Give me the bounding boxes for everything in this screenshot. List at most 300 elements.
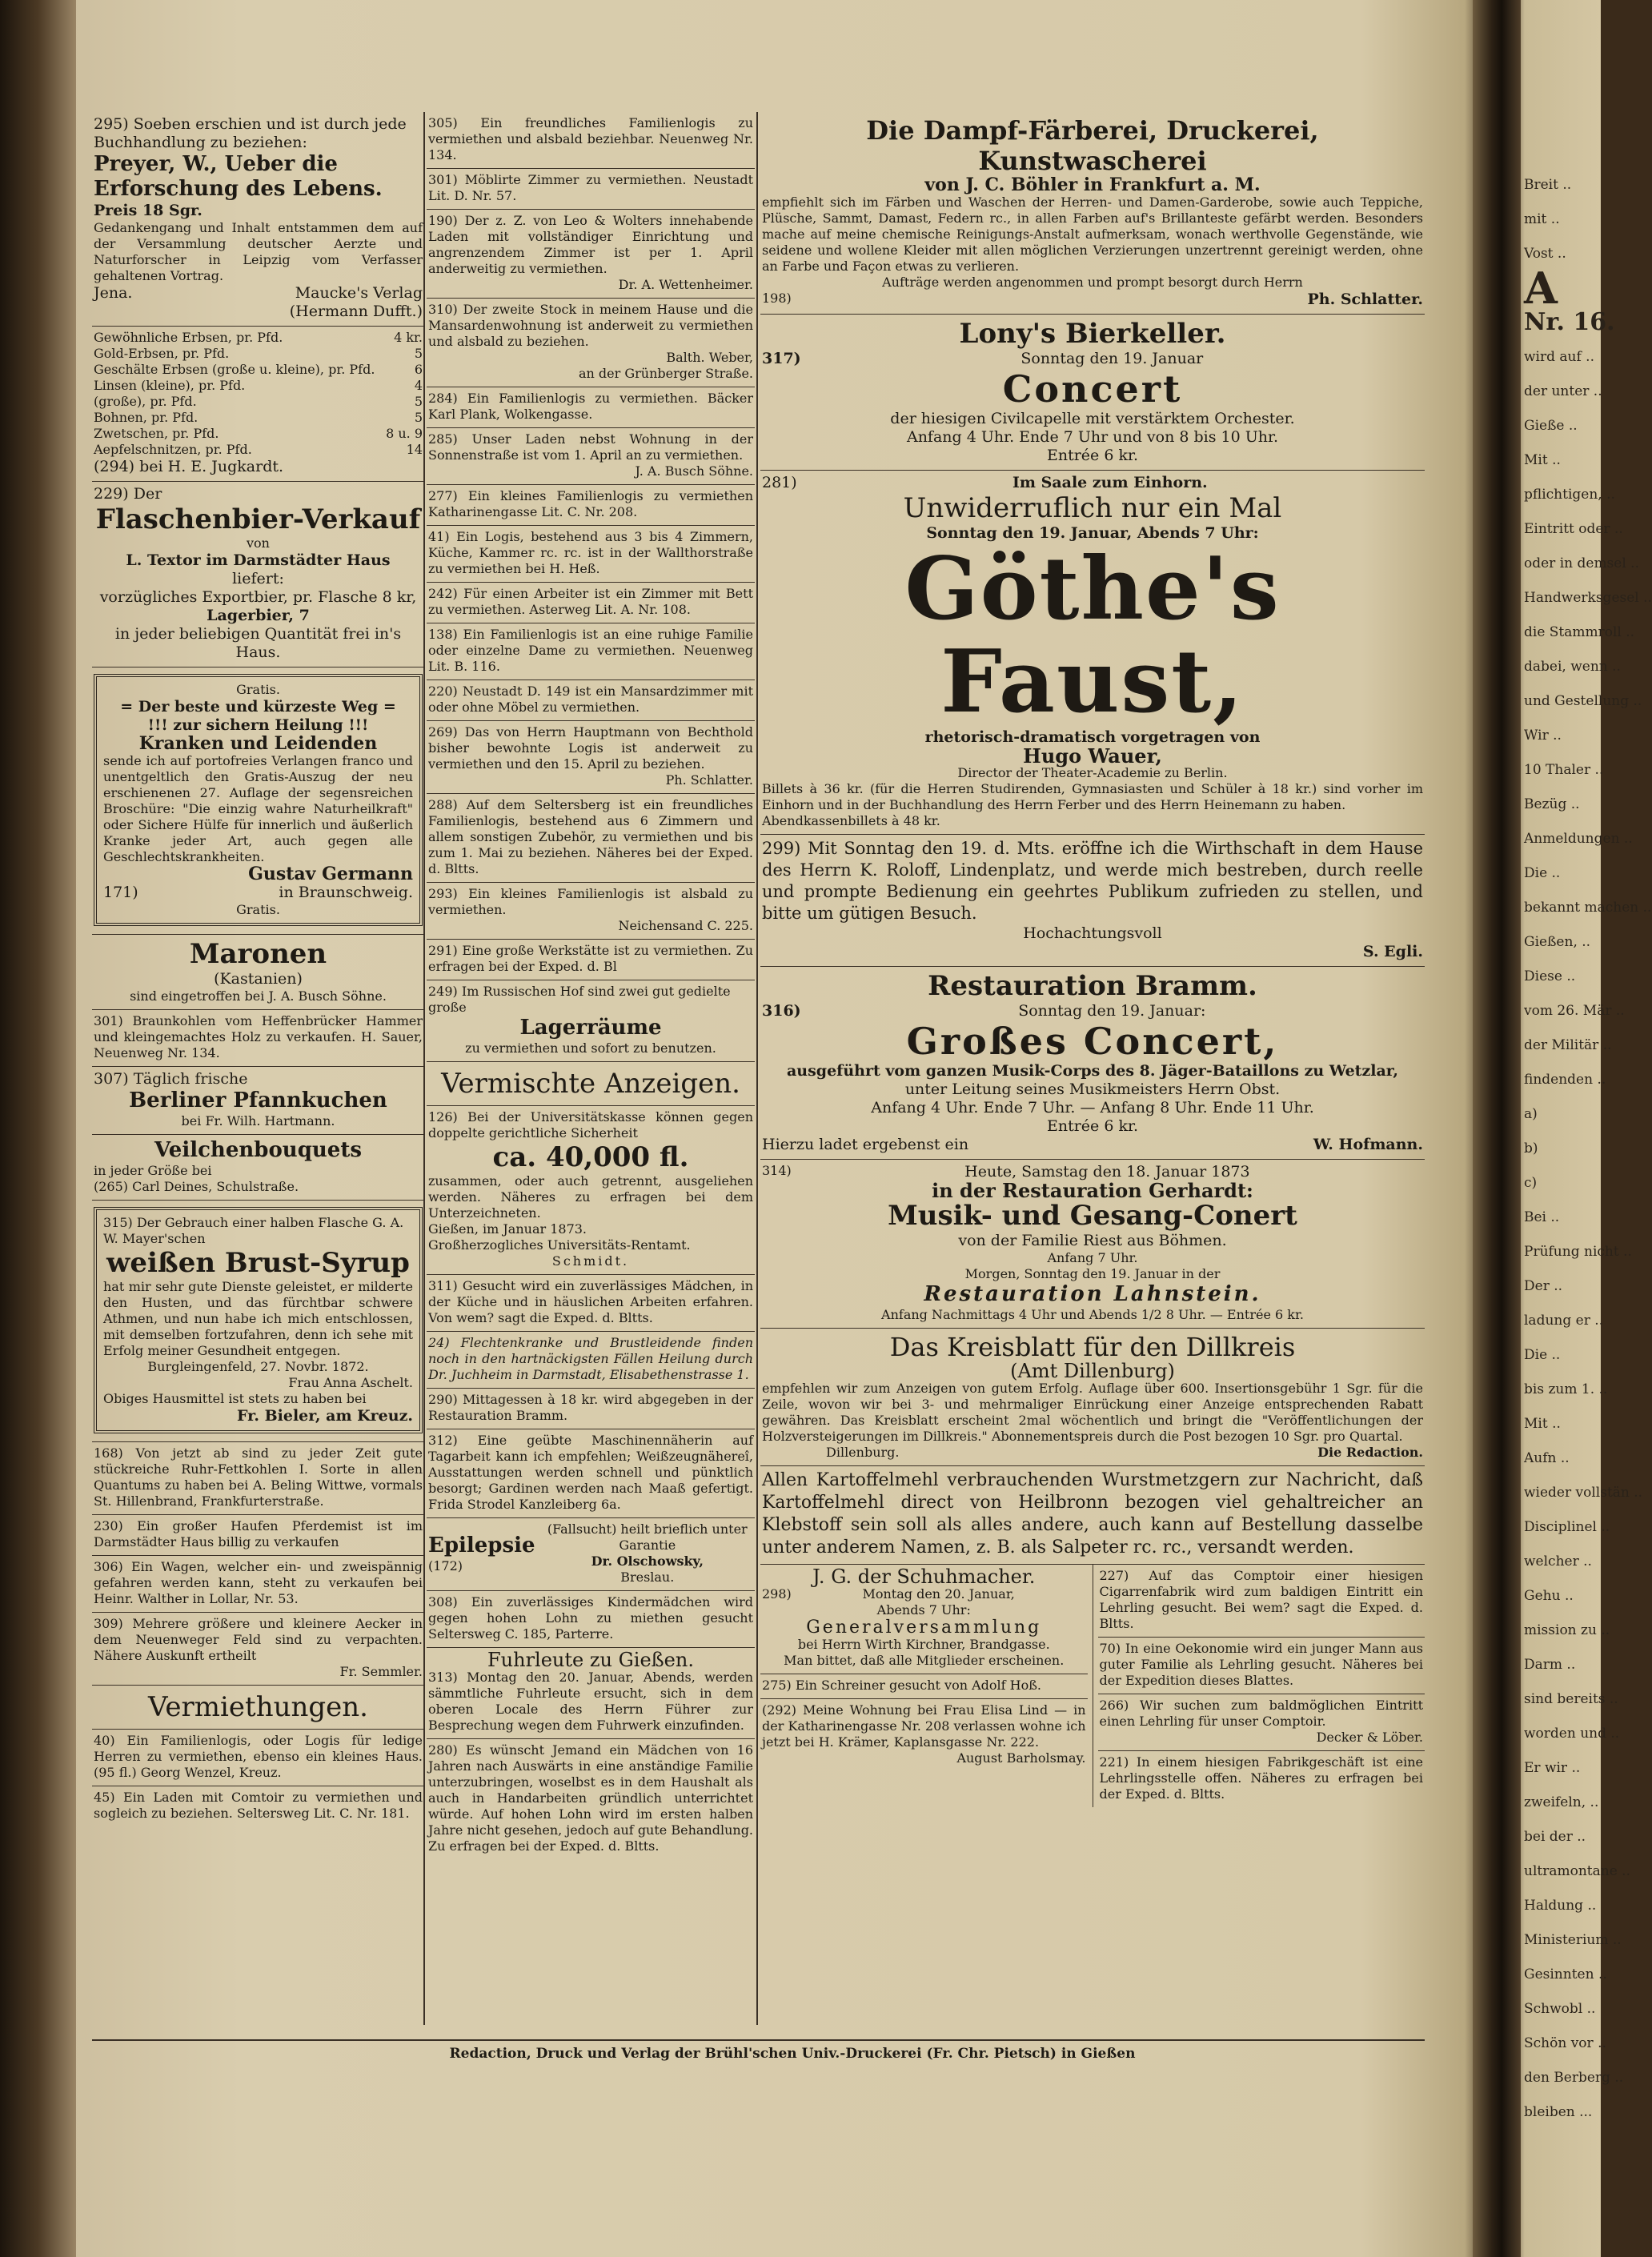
ad-text: 41) Ein Logis, bestehend aus 3 bis 4 Zimmern, Küche, Kammer rc. rc. ist in der Wallthorstraße zu vermiethen bei H. Heß. (428, 529, 753, 576)
price-item: Gewöhnliche Erbsen, pr. Pfd. (94, 330, 283, 345)
price-item: (große), pr. Pfd. (94, 394, 197, 409)
ad-wagen (92, 1556, 424, 1613)
ad-text: Gratis. (236, 682, 280, 697)
ad-text: 70) In eine Oekonomie wird ein junger Mann aus guter Familie als Lehrling gesucht. Näheres bei der Expedition dieses Blattes. (1099, 1641, 1423, 1688)
ad-veilchen (92, 1135, 424, 1201)
ad-text: Anfang 4 Uhr. Ende 7 Uhr. — Anfang 8 Uhr. Ende 11 Uhr. (871, 1099, 1314, 1116)
ad-number: 171) (103, 884, 138, 901)
ad-291 (427, 940, 755, 980)
fragment-line: den Berberg .. (1524, 2070, 1624, 2086)
ad-price: Preis 18 Sgr. (94, 202, 202, 219)
column-3 (760, 112, 1425, 1807)
ad-amount: ca. 40,000 fl. (492, 1141, 689, 1173)
ad-office: Großherzogliches Universitäts-Rentamt. (428, 1237, 691, 1253)
ad-name: Dr. Olschowsky, (591, 1553, 704, 1569)
ad-number: (172) (428, 1557, 463, 1573)
ad-text: 275) Ein Schreiner gesucht von Adolf Hoß. (762, 1678, 1042, 1693)
ad-293 (427, 883, 755, 940)
ad-title: Kranken und Leidenden (138, 733, 378, 754)
ad-bramm (760, 967, 1425, 1160)
ad-number: 281) (762, 474, 797, 491)
ad-title: J. G. der Schuhmacher. (812, 1565, 1036, 1588)
ad-preyer (92, 112, 424, 327)
ad-boehler (760, 112, 1425, 315)
ad-310 (427, 299, 755, 387)
ad-70 (1098, 1638, 1425, 1694)
ad-221 (1098, 1751, 1425, 1807)
price-value: 5 (414, 410, 423, 425)
ad-fuhrleute (427, 1648, 755, 1739)
ad-126 (427, 1106, 755, 1275)
ad-number: 298) (762, 1586, 792, 1602)
ad-text: zusammen, oder auch getrennt, ausgeliehen werden. Näheres zu erfragen bei dem Unterzeichneten. (428, 1173, 753, 1221)
ad-body: Billets à 36 kr. (für die Herren Studirenden, Gymnasiasten und Schüler à 18 kr.) sind vorher im Einhorn und in der Buchhandlung des Herrn Ferber und des Herrn Heinemann zu haben. (762, 781, 1423, 812)
ad-text: Im Saale zum Einhorn. (1012, 474, 1208, 491)
fragment-line: dabei, wenn .. (1524, 659, 1621, 675)
ad-headline: Großes Concert, (906, 1020, 1279, 1063)
ad-text: Unwiderruflich nur ein Mal (903, 492, 1282, 524)
ad-text: 306) Ein Wagen, welcher ein- und zweispännig gefahren werden kann, steht zu verkaufen bei Heinr. Walther in Lollar, Nr. 53. (94, 1559, 423, 1606)
ad-text: Anfang 4 Uhr. Ende 7 Uhr und von 8 bis 10 Uhr. (906, 428, 1279, 446)
price-row (94, 362, 423, 378)
ad-gerhardt (760, 1160, 1425, 1329)
fragment-line: zweifeln, .. (1524, 1794, 1599, 1810)
ad-headline: Concert (1002, 367, 1183, 411)
ad-pfannkuchen (92, 1067, 424, 1135)
ad-date: Sonntag den 19. Januar: (1018, 1002, 1206, 1020)
ad-schuhmacher (760, 1565, 1088, 1674)
ad-text: Hierzu ladet ergebenst ein (762, 1136, 969, 1153)
ad-body: sende ich auf portofreies Verlangen franco und unentgeltlich den Gratis-Auszug der neu erschienenen 27. Auflage der segensreichen Broschüre: "Die einzig wahre Naturheilkraft" oder Sichere Hülfe für innerlich und äußerlich Kranke jeder Art, auch gegen alle Geschlechtskrankheiten. (103, 753, 413, 864)
ad-text: von der Familie Riest aus Böhmen. (958, 1232, 1227, 1249)
fragment-line: Disciplinel .. (1524, 1519, 1610, 1535)
ad-text: 168) Von jetzt ab sind zu jeder Zeit gute stückreiche Ruhr-Fettkohlen I. Sorte in allen Quantums zu haben bei A. Beling Wittwe, vormals St. Hillenbrand, Frankfurterstraße. (94, 1445, 423, 1509)
ad-place: Gießen, im Januar 1873. (428, 1221, 587, 1237)
ad-text: Entrée 6 kr. (1046, 447, 1139, 464)
fragment-line: wird auf .. (1524, 349, 1594, 365)
ad-signature: August Barholsmay. (956, 1750, 1086, 1766)
ad-284 (427, 387, 755, 428)
ad-lead: 315) Der Gebrauch einer halben Flasche G. A. W. Mayer'schen (103, 1215, 404, 1246)
ad-308 (427, 1591, 755, 1648)
fragment-line: Schön vor .. (1524, 2035, 1606, 2051)
ad-text: 277) Ein kleines Familienlogis zu vermiethen Katharinengasse Lit. C. Nr. 208. (428, 488, 753, 519)
ad-city: in Braunschweig. (279, 884, 413, 901)
ad-body: Gedankengang und Inhalt entstammen dem auf der Versammlung deutscher Aerzte und Naturforscher in Leipzig vom Verfasser gehaltenen Vortrag. (94, 220, 423, 283)
ad-text: 45) Ein Laden mit Comtoir zu vermiethen und sogleich zu beziehen. Seltersweg Lit. C. Nr. 181. (94, 1790, 423, 1821)
ad-title: weißen Brust-Syrup (106, 1247, 410, 1279)
ad-title: Veilchenbouquets (154, 1138, 362, 1162)
ad-text: von (247, 535, 270, 551)
ad-text: zu vermiethen und sofort zu benutzen. (465, 1040, 716, 1056)
fragment-line: Der .. (1524, 1278, 1563, 1294)
ad-name: L. Textor im Darmstädter Haus (126, 551, 391, 569)
price-row (94, 378, 423, 394)
ad-text: 301) Möblirte Zimmer zu vermiethen. Neustadt Lit. D. Nr. 57. (428, 172, 753, 203)
ad-text: in jeder beliebigen Quantität frei in's Haus. (114, 625, 402, 661)
ad-text: Allen Kartoffelmehl verbrauchenden Wurstmetzgern zur Nachricht, daß Kartoffelmehl direct von Heilbronn bezogen viel gehaltreicher an Klebstoff sein soll als alles andere, auch kann auf Bestellung dasselbe unter anderem Namen, z. B. als Salpeter rc. rc., versandt werden. (762, 1470, 1423, 1557)
ad-title: Fuhrleute zu Gießen. (487, 1649, 694, 1671)
ad-faust (760, 471, 1425, 835)
footer-rule (92, 2039, 1425, 2041)
ad-275 (760, 1674, 1088, 1699)
fragment-line: worden und .. (1524, 1726, 1620, 1742)
fragment-line: bleiben ... (1524, 2104, 1593, 2120)
fragment-line: Haldung .. (1524, 1898, 1597, 1914)
fragment-line: Nr. 16. (1524, 308, 1615, 336)
ad-signature: W. Hofmann. (1313, 1136, 1423, 1153)
ad-text: 284) Ein Familienlogis zu vermiethen. Bäcker Karl Plank, Wolkengasse. (428, 391, 753, 422)
ad-text: 290) Mittagessen à 18 kr. wird abgegeben in der Restauration Bramm. (428, 1392, 753, 1423)
ad-text: Anfang 7 Uhr. (1047, 1250, 1138, 1265)
fragment-line: Bei .. (1524, 1209, 1560, 1225)
ad-220 (427, 680, 755, 721)
ad-text: 227) Auf das Comptoir einer hiesigen Cigarrenfabrik wird zum baldigen Eintritt ein Lehrling gesucht. Bei wem? sagt die Exped. d. Bltts. (1099, 1568, 1423, 1631)
ad-285 (427, 428, 755, 485)
ad-text: Gratis. (236, 902, 280, 917)
fragment-line: Darm .. (1524, 1657, 1576, 1673)
ad-signature: (294) bei H. E. Jugkardt. (94, 458, 284, 475)
price-row (94, 394, 423, 410)
ad-lead: 249) Im Russischen Hof sind zwei gut gedielte große (428, 984, 731, 1015)
ad-title: Epilepsie (428, 1533, 535, 1557)
price-list (94, 330, 423, 458)
fragment-line: Wir .. (1524, 728, 1562, 744)
ad-title: Die Dampf-Färberei, Druckerei, Kunstwascherei (866, 115, 1319, 176)
ad-maronen (92, 935, 424, 1010)
fragment-line: Handwerksgesel .. (1524, 590, 1652, 606)
fragment-line: findenden .. (1524, 1072, 1606, 1088)
ad-text: 269) Das von Herrn Hauptmann von Bechthold bisher bewohnte Logis ist anderweit zu vermiethen und den 15. April zu beziehen. (428, 724, 753, 772)
ad-title: Das Kreisblatt für den Dillkreis (889, 1332, 1296, 1362)
fragment-line: oder in demsel .. (1524, 555, 1639, 571)
ad-text: in jeder Größe bei (94, 1163, 212, 1178)
ad-signature: (265) Carl Deines, Schulstraße. (94, 1179, 299, 1194)
fragment-line: sind bereits .. (1524, 1691, 1618, 1707)
fragment-line: die Stammroll .. (1524, 624, 1635, 640)
fragment-line: Die .. (1524, 865, 1561, 881)
ad-laden (92, 1786, 424, 1826)
ad-signature: Dr. A. Wettenheimer. (618, 277, 753, 292)
ad-290 (427, 1389, 755, 1429)
fragment-line: A (1524, 263, 1558, 314)
fragment-line: pflichtigen, .. (1524, 487, 1615, 503)
fragment-line: Breit .. (1524, 177, 1572, 193)
ad-text: (Fallsucht) heilt brieflich unter Garantie (547, 1521, 748, 1553)
ad-292 (760, 1699, 1088, 1771)
ad-text: Aufträge werden angenommen und prompt besorgt durch Herrn (882, 275, 1303, 290)
ad-305 (427, 112, 755, 169)
fragment-line: Gießen, .. (1524, 934, 1591, 950)
ad-kartoffelmehl (760, 1466, 1425, 1565)
ad-title: Lony's Bierkeller. (959, 318, 1226, 350)
imprint-footer: Redaction, Druck und Verlag der Brühl'schen Univ.-Druckerei (Fr. Chr. Pietsch) in Gießen (449, 2046, 1136, 2062)
fragment-line: vom 26. Mär .. (1524, 1003, 1625, 1019)
ad-title: Flaschenbier-Verkauf (95, 503, 421, 535)
fragment-line: Gieße .. (1524, 418, 1578, 434)
ad-text: 310) Der zweite Stock in meinem Hause und die Mansardenwohnung ist anderweit zu vermiethen und alsbald zu beziehen. (428, 302, 753, 349)
fragment-line: Die .. (1524, 1347, 1561, 1363)
ad-title: Maronen (189, 938, 327, 970)
ad-text: bei Herrn Wirth Kirchner, Brandgasse. (797, 1637, 1050, 1652)
fragment-line: wieder vollstän .. (1524, 1485, 1643, 1501)
ad-text: sind eingetroffen bei J. A. Busch Söhne. (130, 988, 387, 1004)
ad-germann (92, 667, 424, 935)
book-spine (1473, 0, 1521, 2257)
ad-312 (427, 1429, 755, 1518)
ad-fettkohlen (92, 1442, 424, 1515)
ad-text: rhetorisch-dramatisch vorgetragen von (924, 728, 1261, 746)
fragment-line: Ministerium .. (1524, 1932, 1622, 1948)
price-item: Geschälte Erbsen (große u. kleine), pr. Pfd. (94, 362, 375, 377)
ad-text: 301) Braunkohlen vom Heffenbrücker Hammer und kleingemachtes Holz zu verkaufen. H. Sauer, Neuenweg Nr. 134. (94, 1013, 423, 1060)
fragment-line: Er wir .. (1524, 1760, 1581, 1776)
ad-text: 40) Ein Familienlogis, oder Logis für ledige Herren zu vermiethen, ebenso ein kleines Haus. (95 fl.) Georg Wenzel, Kreuz. (94, 1733, 423, 1780)
ad-text: Abends 7 Uhr: (876, 1602, 971, 1618)
fragment-line: Vost .. (1524, 246, 1566, 262)
ad-body: hat mir sehr gute Dienste geleistet, er milderte den Husten, und das fürchtbar schwere Athmen, und nun habe ich mich entschlossen, mit demselben fortzufahren, denn ich sehe mit Erfolg meiner Gesundheit entgegen. (103, 1279, 413, 1358)
ad-number: 198) (762, 291, 792, 306)
price-row (94, 346, 423, 362)
ad-familienlogis (92, 1730, 424, 1786)
fragment-line: 10 Thaler .. (1524, 762, 1604, 778)
ad-headline: Göthe's Faust, (904, 539, 1281, 732)
fragment-line: bei der .. (1524, 1829, 1586, 1845)
ad-text: 308) Ein zuverlässiges Kindermädchen wird gegen hohen Lohn zu miethen gesucht Seltersweg C. 185, Parterre. (428, 1594, 753, 1642)
ad-280 (427, 1739, 755, 1859)
fragment-line: Gehu .. (1524, 1588, 1574, 1604)
ad-text: 288) Auf dem Seltersberg ist ein freundliches Familienlogis, bestehend aus 6 Zimmern und allem sonstigen Zubehör, zu vermiethen und bis zum 1. Mai zu beziehen. Näheres bei der Exped. d. Bltts. (428, 797, 753, 876)
ad-place: Burgleingenfeld, 27. Novbr. 1872. (147, 1359, 369, 1374)
ad-text: (292) Meine Wohnung bei Frau Elisa Lind — in der Katharinengasse Nr. 208 verlassen wohne ich jetzt bei H. Krämer, Kaplansgasse Nr. 222. (762, 1702, 1086, 1750)
ad-name: Gustav Germann (248, 864, 413, 884)
fragment-line: mit .. (1524, 211, 1560, 227)
ad-text: 138) Ein Familienlogis ist an eine ruhige Familie oder einzelne Dame zu vermiethen. Neuenweg Lit. B. 116. (428, 627, 753, 674)
ad-kreisblatt (760, 1329, 1425, 1466)
fragment-line: Aufn .. (1524, 1450, 1570, 1466)
ad-epilepsie (427, 1518, 755, 1591)
ad-subtitle: (Amt Dillenburg) (1010, 1360, 1175, 1382)
ad-277 (427, 485, 755, 526)
ad-text: Entrée 6 kr. (1046, 1117, 1139, 1135)
ad-text: Sonntag den 19. Januar, Abends 7 Uhr: (926, 524, 1259, 542)
ad-signature: Ph. Schlatter. (1307, 291, 1423, 308)
fragment-line: ultramontane .. (1524, 1863, 1630, 1879)
ad-lony (760, 315, 1425, 471)
fragment-line: c) (1524, 1175, 1538, 1191)
ad-signature: Neichensand C. 225. (618, 918, 753, 933)
ad-city: Dillenburg. (826, 1445, 900, 1460)
ad-text: 311) Gesucht wird ein zuverlässiges Mädchen, in der Küche und in häuslichen Arbeiten erfahren. Von wem? sagt die Exped. d. Bltts. (428, 1278, 753, 1325)
price-row (94, 330, 423, 346)
ad-firm: von J. C. Böhler in Frankfurt a. M. (924, 174, 1261, 195)
price-item: Zwetschen, pr. Pfd. (94, 426, 219, 441)
fragment-line: Anmeldungen .. (1524, 831, 1633, 847)
ad-lead: 126) Bei der Universitätskasse können gegen doppelte gerichtliche Sicherheit (428, 1109, 753, 1141)
ad-text: 24) Flechtenkranke und Brustleidende finden noch in den hartnäckigsten Fällen Heilung durch Dr. Juchheim in Darmstadt, Elisabethenstrasse 1. (428, 1335, 753, 1382)
fragment-line: mission zu .. (1524, 1622, 1610, 1638)
ad-text: Morgen, Sonntag den 19. Januar in der (964, 1266, 1221, 1281)
fragment-line: ladung er .. (1524, 1313, 1604, 1329)
ad-text: Heute, Samstag den 18. Januar 1873 (964, 1163, 1250, 1181)
price-value: 5 (414, 346, 423, 361)
book-binding-edge (0, 0, 76, 2257)
ad-text: Abendkassenbillets à 48 kr. (762, 813, 940, 828)
price-item: Linsen (kleine), pr. Pfd. (94, 378, 246, 393)
ad-288 (427, 794, 755, 883)
price-row (94, 410, 423, 426)
ad-signature: Balth. Weber, (666, 350, 753, 365)
ad-138 (427, 623, 755, 680)
ad-headline: Musik- und Gesang-Conert (888, 1200, 1297, 1232)
ad-text: Lagerbier, 7 (206, 607, 310, 624)
ad-text: in der Restauration Gerhardt: (932, 1179, 1253, 1202)
ad-text: !!! zur sichern Heilung !!! (147, 716, 369, 734)
fragment-line: und Gestellung .. (1524, 693, 1642, 709)
ad-text: Anfang Nachmittags 4 Uhr und Abends 1/2 8 Uhr. — Entrée 6 kr. (881, 1307, 1304, 1322)
fragment-line: Diese .. (1524, 968, 1576, 984)
ad-text: 285) Unser Laden nebst Wohnung in der Sonnenstraße ist vom 1. April an zu vermiethen. (428, 431, 753, 463)
ad-lead: 295) Soeben erschien und ist durch jede Buchhandlung zu beziehen: (94, 115, 407, 151)
ad-headline: Generalversammlung (806, 1618, 1042, 1638)
price-value: 4 (414, 378, 423, 393)
price-item: Aepfelschnitzen, pr. Pfd. (94, 442, 252, 457)
ad-signature: an der Grünberger Straße. (578, 366, 753, 381)
ad-lead: 229) Der (94, 485, 162, 503)
price-item: Bohnen, pr. Pfd. (94, 410, 198, 425)
ad-text: 221) In einem hiesigen Fabrikgeschäft ist eine Lehrlingsstelle offen. Näheres zu erfragen bei der Exped. d. Bltts. (1099, 1754, 1423, 1802)
ad-signature: Schmidt. (551, 1253, 630, 1269)
ad-date: Sonntag den 19. Januar (1020, 350, 1204, 367)
fragment-line: Eintritt oder .. (1524, 521, 1623, 537)
ad-number: 316) (762, 1002, 801, 1020)
column-1 (92, 112, 424, 1826)
ad-41 (427, 526, 755, 583)
fragment-line: a) (1524, 1106, 1538, 1122)
ad-signature: Decker & Löber. (1316, 1730, 1423, 1745)
ad-publisher: Maucke's Verlag (295, 284, 423, 302)
ad-peas-pricelist (92, 327, 424, 482)
ad-text: unter Leitung seines Musikmeisters Herrn Obst. (904, 1080, 1281, 1098)
price-value: 8 u. 9 (386, 426, 423, 441)
ad-text: 242) Für einen Arbeiter ist ein Zimmer mit Bett zu vermiethen. Asterweg Lit. A. Nr. 108. (428, 586, 753, 617)
ad-title: Lagerräume (519, 1016, 662, 1040)
price-value: 4 kr. (394, 330, 423, 345)
ad-subtitle: (Kastanien) (214, 970, 303, 988)
ad-city: Breslau. (620, 1569, 675, 1585)
ad-name: Frau Anna Aschelt. (288, 1375, 413, 1390)
fragment-line: bis zum 1. .. (1524, 1381, 1608, 1397)
ad-publisher-sub: (Hermann Dufft.) (289, 303, 423, 320)
fragment-line: Gesinnten .. (1524, 1966, 1607, 1982)
ad-aecker (92, 1613, 424, 1686)
ad-text: 293) Ein kleines Familienlogis ist alsbald zu vermiethen. (428, 886, 753, 917)
column-rule (756, 112, 758, 2025)
ad-text: Obiges Hausmittel ist stets zu haben bei (103, 1391, 367, 1406)
ad-text: 220) Neustadt D. 149 ist ein Mansardzimmer mit oder ohne Möbel zu vermiethen. (428, 684, 753, 715)
price-item: Gold-Erbsen, pr. Pfd. (94, 346, 230, 361)
ad-24 (427, 1332, 755, 1389)
ad-227 (1098, 1565, 1425, 1638)
fragment-line: Mit .. (1524, 452, 1561, 468)
ad-text: 299) Mit Sonntag den 19. d. Mts. eröffne ich die Wirthschaft in dem Hause des Herrn K. Roloff, Lindenplatz, und werde mich bestreben, durch reelle und prompte Bedienung ein geehrtes Publikum zufrieden zu stellen, und bitte um gütigen Besuch. (762, 839, 1423, 923)
split-right (1093, 1565, 1425, 1807)
ad-301b (427, 169, 755, 210)
ad-number: 317) (762, 350, 801, 367)
ad-signature: Ph. Schlatter. (665, 772, 753, 788)
ad-text: ausgeführt vom ganzen Musik-Corps des 8. Jäger-Bataillons zu Wetzlar, (786, 1062, 1399, 1080)
ad-pferdemist (92, 1515, 424, 1556)
ad-269 (427, 721, 755, 794)
price-value: 6 (414, 362, 423, 377)
fragment-line: der unter .. (1524, 383, 1602, 399)
ad-body: empfiehlt sich im Färben und Waschen der Herren- und Damen-Garderobe, sowie auch Teppiche, Plüsche, Sammt, Damast, Federn rc., in allen Farben auf's Brillanteste gefärbt werden. Besonders mache auf meine chemische Reinigungs-Anstalt aufmerksam, wonach werthvolle Gegenstände, wie seidene und wollene Kleider mit allen möglichen Verzierungen unzertrennt gereinigt werden, ohne an Farbe und Façon etwas zu verlieren. (762, 194, 1423, 274)
ad-text: vorzügliches Exportbier, pr. Flasche 8 kr, (99, 588, 417, 606)
ad-lead: 307) Täglich frische (94, 1070, 248, 1088)
ad-text: 312) Eine geübte Maschinennäherin auf Tagarbeit kann ich empfehlen; Weißzeugnähereî, Ausstattungen werden schnell und pünktlich besorgt; Gardinen werden nach Maaß gefertigt. Frida Strodel Kanzleiberg 6a. (428, 1433, 753, 1512)
fragment-line: Mit .. (1524, 1416, 1561, 1432)
ad-text: 291) Eine große Werkstätte ist zu vermiethen. Zu erfragen bei der Exped. d. Bl (428, 943, 753, 974)
ad-266 (1098, 1694, 1425, 1751)
section-title-vermiethungen: Vermiethungen. (92, 1686, 424, 1730)
ad-text: 230) Ein großer Haufen Pferdemist ist im Darmstädter Haus billig zu verkaufen (94, 1518, 423, 1549)
ad-dealer: Fr. Bieler, am Kreuz. (236, 1407, 413, 1425)
ad-city: Jena. (94, 284, 133, 302)
split-left (760, 1565, 1093, 1807)
ad-egli (760, 835, 1425, 967)
ad-headline: Restauration Lahnstein. (924, 1282, 1261, 1306)
ad-flaschenbier (92, 482, 424, 667)
ad-311 (427, 1275, 755, 1332)
ad-text: Director der Theater-Academie zu Berlin. (957, 765, 1228, 780)
ad-text: 309) Mehrere größere und kleinere Aecker in dem Neuenweger Feld sind zu verpachten. Nähere Auskunft ertheilt (94, 1616, 423, 1663)
fragment-line: bekannt machen .. (1524, 900, 1652, 916)
price-value: 5 (414, 394, 423, 409)
ad-text: Man bittet, daß alle Mitglieder erscheinen. (784, 1653, 1065, 1668)
ad-text: 305) Ein freundliches Familienlogis zu vermiethen und alsbald beziehbar. Neuenweg Nr. 134. (428, 115, 753, 162)
ad-braunkohlen (92, 1010, 424, 1067)
ad-text: 190) Der z. Z. von Leo & Wolters innehabende Laden mit vollständiger Einrichtung und angrenzendem Zimmer ist per 1. April anderweitig zu vermiethen. (428, 213, 753, 276)
ad-text: 266) Wir suchen zum baldmöglichen Eintritt einen Lehrling für unser Comptoir. (1099, 1698, 1423, 1729)
ad-brust-syrup (92, 1201, 424, 1442)
ad-text: 280) Es wünscht Jemand ein Mädchen von 16 Jahren nach Auswärts in eine anständige Familie unterzubringen, woselbst es in dem Haushalt als auch in Handarbeiten gründlich unterrichtet würde. Auf hohen Lohn wird im ersten halben Jahre nicht gesehen, jedoch auf gute Behandlung. Zu erfragen bei der Exped. d. Bltts. (428, 1742, 754, 1854)
ad-text: = Der beste und kürzeste Weg = (120, 698, 396, 716)
ad-signature: Fr. Semmler. (339, 1664, 423, 1679)
ad-title: Berliner Pfannkuchen (129, 1088, 387, 1112)
ad-signature: J. A. Busch Söhne. (635, 463, 753, 479)
price-row (94, 442, 423, 458)
ad-name: Hugo Wauer, (1023, 744, 1162, 768)
price-value: 14 (406, 442, 423, 457)
split-bottom (760, 1565, 1425, 1807)
price-row (94, 426, 423, 442)
ad-body: empfehlen wir zum Anzeigen von gutem Erfolg. Auflage über 600. Insertionsgebühr 1 Sgr. für die Zeile, wovon wir bei 3- und mehrmaliger Einrückung einer Anzeige entsprechenden Rabatt gewähren. Das Kreisblatt erscheint 2mal wöchentlich und bringt die "Veröffentlichungen der Holzversteigerungen im Dillkreis." Abonnementspreis durch die Post bezogen 10 Sgr. pro Quartal. (762, 1381, 1423, 1444)
ad-text: liefert: (232, 570, 284, 587)
ad-text: Montag den 20. Januar, (862, 1586, 1015, 1602)
ad-text: Hochachtungsvoll (1023, 924, 1162, 942)
ad-title: Preyer, W., Ueber die Erforschung des Lebens. (94, 152, 383, 201)
fragment-line: Prüfung nicht .. (1524, 1244, 1632, 1260)
fragment-line: b) (1524, 1141, 1538, 1157)
ad-number: 314) (762, 1163, 792, 1178)
ad-signature: bei Fr. Wilh. Hartmann. (181, 1113, 335, 1128)
ad-text: der hiesigen Civilcapelle mit verstärktem Orchester. (890, 410, 1295, 427)
column-2 (427, 112, 755, 1859)
ad-249 (427, 980, 755, 1062)
ad-signature: Die Redaction. (1317, 1445, 1423, 1460)
ad-signature: S. Egli. (1362, 943, 1423, 960)
adjacent-page-fragment (1521, 0, 1652, 2257)
